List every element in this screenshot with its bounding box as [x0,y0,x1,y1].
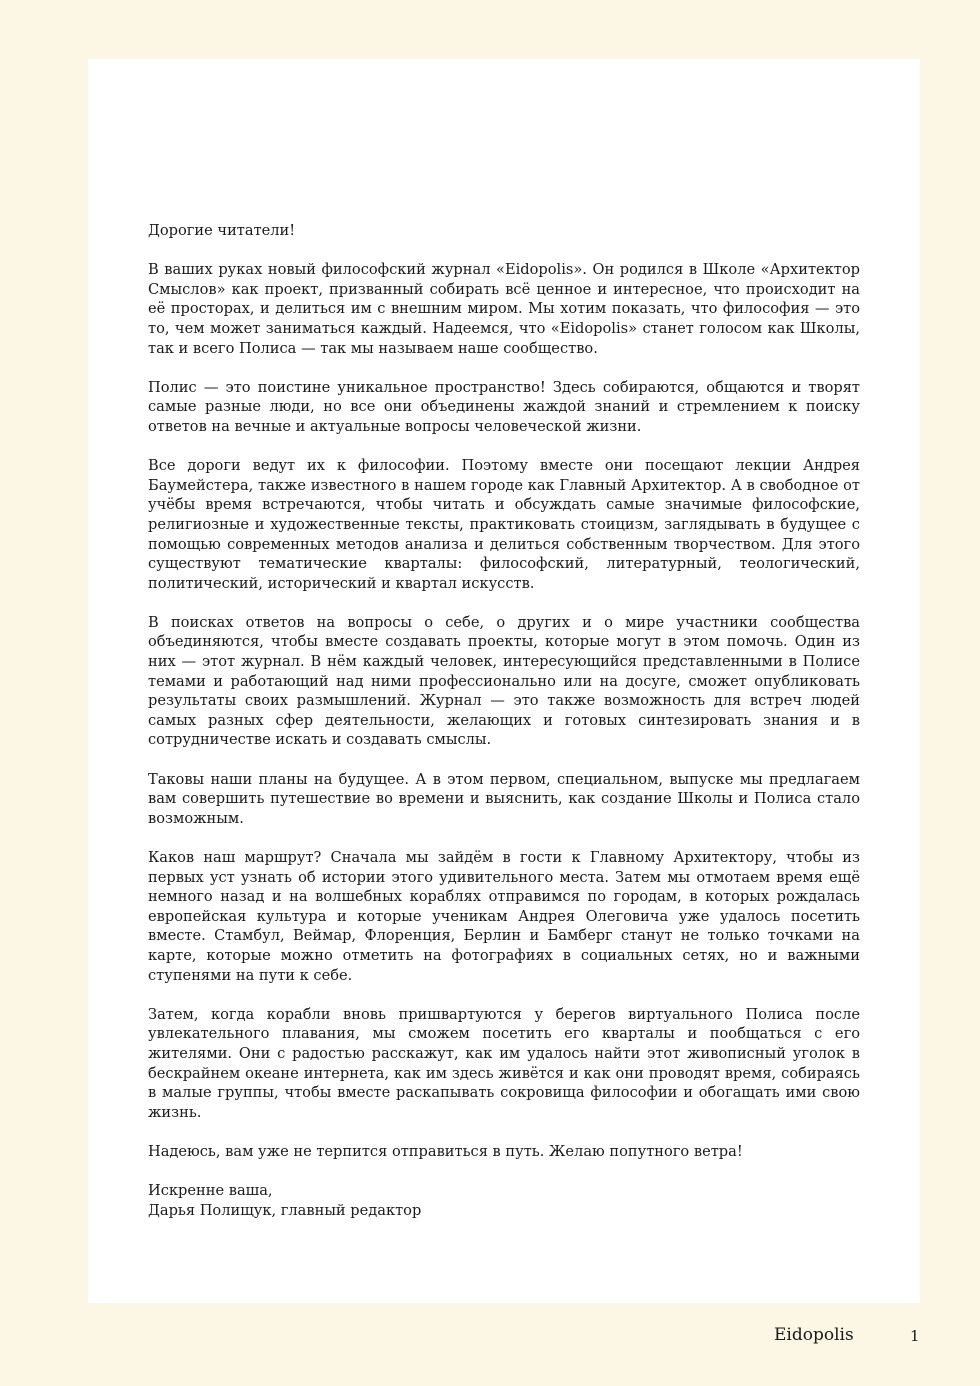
page-number: 1 [910,1327,920,1345]
letter-closing: Искренне ваша, [148,1182,273,1200]
letter-paragraph: Каков наш маршрут? Сначала мы зайдём в гости к Главному Архитектору, чтобы из первых уст узнать об истории этого удивительного места. Затем мы отмотаем время ещё немного назад и на волшебных кораблях отправимся по городам, в которых рождалась европейская культура и которые ученикам Андрея Олеговича уже удалось посетить вместе. Стамбул, Веймар, Флоренция, Берлин и Бамберг станут не только точками на карте, которые можно отметить на фотографиях в социальных сетях, но и важными ступенями на пути к себе. [148,849,860,984]
letter-paragraph: Все дороги ведут их к философии. Поэтому вместе они посещают лекции Андрея Баумейстера, также известного в нашем городе как Главный Архитектор. А в свободное от учёбы время встречаются, чтобы читать и обсуждать самые значимые философские, религиозные и художественные тексты, практиковать стоицизм, заглядывать в будущее с помощью современных методов анализа и делиться собственным творчеством. Для этого существуют тематические кварталы: философский, литературный, теологический, политический, исторический и квартал искусств. [148,457,860,592]
footer-journal-name: Eidopolis [774,1325,854,1345]
editorial-letter [148,221,860,1220]
letter-paragraph: Полис — это поистине уникальное пространство! Здесь собираются, общаются и творят самые разные люди, но все они объединены жаждой знаний и стремлением к поиску ответов на вечные и актуальные вопросы человеческой жизни. [148,378,860,435]
letter-paragraph: В ваших руках новый философский журнал «Eidopolis». Он родился в Школе «Архитектор Смыслов» как проект, призванный собирать всё ценное и интересное, что происходит на её просторах, и делиться им с внешним миром. Мы хотим показать, что философия — это то, чем может заниматься каждый. Надеемся, что «Eidopolis» станет голосом как Школы, так и всего Полиса — так мы называем наше сообщество. [148,261,860,357]
letter-paragraph: Таковы наши планы на будущее. А в этом первом, специальном, выпуске мы предлагаем вам совершить путешествие во времени и выяснить, как создание Школы и Полиса стало возможным. [148,770,860,827]
letter-paragraph: В поисках ответов на вопросы о себе, о других и о мире участники сообщества объединяются, чтобы вместе создавать проекты, которые могут в этом помочь. Один из них — этот журнал. В нём каждый человек, интересующийся представленными в Полисе темами и работающий над ними профессионально или на досуге, сможет опубликовать результаты своих размышлений. Журнал — это также возможность для встреч людей самых разных сфер деятельности, желающих и готовых синтезировать знания и в сотрудничестве искать и создавать смыслы. [148,613,860,749]
letter-paragraph: Надеюсь, вам уже не терпится отправиться в путь. Желаю попутного ветра! [148,1142,743,1160]
letter-salutation: Дорогие читатели! [148,222,296,239]
letter-signature: Дарья Полищук, главный редактор [148,1201,422,1219]
document-page [88,59,920,1303]
letter-paragraph: Затем, когда корабли вновь пришвартуются у берегов виртуального Полиса после увлекательного плавания, мы сможем посетить его кварталы и пообщаться с его жителями. Они с радостью расскажут, как им удалось найти этот живописный уголок в бескрайнем океане интернета, как им здесь живётся и как они проводят время, собираясь в малые группы, чтобы вместе раскапывать сокровища философии и обогащать ими свою жизнь. [148,1005,860,1121]
